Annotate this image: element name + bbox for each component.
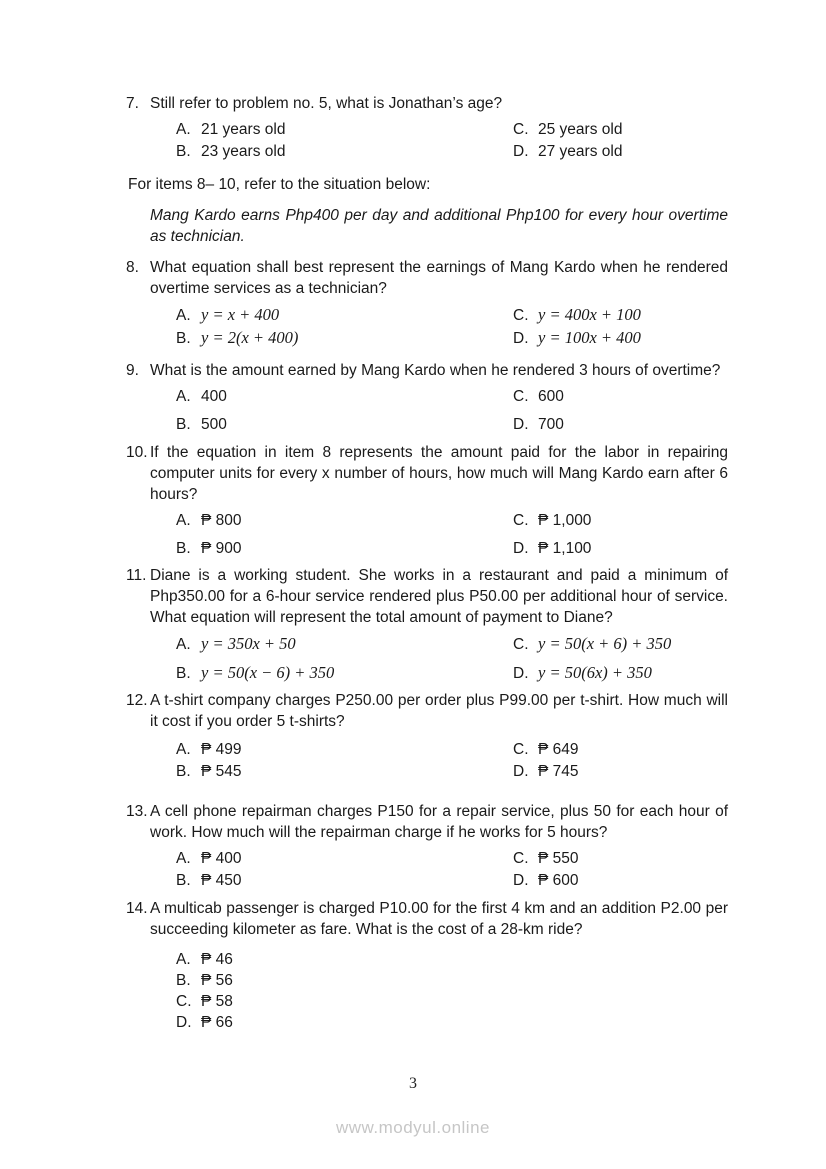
exam-content xyxy=(126,0,728,1033)
question-14 xyxy=(126,898,728,1033)
question-7-text: Still refer to problem no. 5, what is Jonathan’s age? xyxy=(150,95,503,112)
option-10b xyxy=(176,538,513,559)
option-equation: y = 350x + 50 xyxy=(201,634,296,653)
question-12-number: 12. xyxy=(126,692,148,709)
question-14-number: 14. xyxy=(126,900,148,917)
option-text: ₱ 600 xyxy=(538,872,579,889)
option-9d xyxy=(513,414,728,435)
option-7b xyxy=(176,141,513,162)
page-number: 3 xyxy=(409,1075,417,1092)
option-text: ₱ 649 xyxy=(538,741,579,758)
option-13c xyxy=(513,848,728,869)
option-12d xyxy=(513,761,728,782)
option-11b xyxy=(176,662,513,684)
option-letter: D. xyxy=(513,540,529,557)
option-letter: B. xyxy=(176,540,191,557)
option-letter: D. xyxy=(176,1014,192,1031)
question-13-number: 13. xyxy=(126,803,148,820)
option-letter: A. xyxy=(176,850,191,867)
question-12 xyxy=(126,690,728,782)
option-equation: y = 100x + 400 xyxy=(538,328,641,347)
option-letter: D. xyxy=(513,143,529,160)
option-7d xyxy=(513,141,728,162)
question-14-options xyxy=(176,949,728,1033)
option-letter: B. xyxy=(176,143,191,160)
question-8-options xyxy=(176,304,728,349)
question-12-text: A t-shirt company charges P250.00 per order plus P99.00 per t-shirt. How much will it cost if you order 5 t-shirts? xyxy=(150,692,728,730)
option-letter: A. xyxy=(176,388,191,405)
option-letter: B. xyxy=(176,665,191,682)
question-9-body xyxy=(150,360,728,435)
question-9-options xyxy=(176,386,728,435)
option-letter: D. xyxy=(513,665,529,682)
question-13 xyxy=(126,801,728,891)
option-text: 27 years old xyxy=(538,143,623,160)
question-12-body xyxy=(150,690,728,782)
option-13a xyxy=(176,848,513,869)
option-10d xyxy=(513,538,728,559)
option-12a xyxy=(176,739,513,760)
option-letter: B. xyxy=(176,763,191,780)
option-7c xyxy=(513,119,728,140)
question-7-body xyxy=(150,93,728,162)
question-11 xyxy=(126,565,728,684)
option-equation: y = 2(x + 400) xyxy=(201,328,299,347)
option-letter: C. xyxy=(513,307,529,324)
option-12b xyxy=(176,761,513,782)
option-letter: A. xyxy=(176,951,191,968)
option-equation: y = 50(x − 6) + 350 xyxy=(201,663,335,682)
question-11-options xyxy=(176,633,728,684)
option-letter: C. xyxy=(513,388,529,405)
option-letter: C. xyxy=(513,512,529,529)
question-11-number: 11. xyxy=(126,567,147,584)
option-8b xyxy=(176,327,513,349)
option-text: ₱ 58 xyxy=(201,993,233,1010)
option-letter: A. xyxy=(176,121,191,138)
option-13d xyxy=(513,870,728,891)
option-text: 23 years old xyxy=(201,143,286,160)
option-letter: B. xyxy=(176,416,191,433)
option-9b xyxy=(176,414,513,435)
question-10-text: If the equation in item 8 represents the amount paid for the labor in repairing computer units for every x number of hours, how much will Mang Kardo earn after 6 hours? xyxy=(150,444,728,503)
option-letter: B. xyxy=(176,330,191,347)
question-14-body xyxy=(150,898,728,1033)
watermark: www.modyul.online xyxy=(335,1118,490,1137)
question-10-options xyxy=(176,510,728,559)
option-text: ₱ 46 xyxy=(201,951,233,968)
option-11a xyxy=(176,633,513,655)
option-8c xyxy=(513,304,728,326)
option-13b xyxy=(176,870,513,891)
option-text: 21 years old xyxy=(201,121,286,138)
question-12-options xyxy=(176,739,728,782)
items-8-10-instruction: For items 8– 10, refer to the situation below: xyxy=(128,176,431,193)
question-10 xyxy=(126,442,728,559)
question-9 xyxy=(126,360,728,435)
option-text: 700 xyxy=(538,416,564,433)
question-7-options xyxy=(176,119,728,162)
option-9a xyxy=(176,386,513,407)
question-8 xyxy=(126,257,728,349)
option-11d xyxy=(513,662,728,684)
option-14b xyxy=(176,970,728,991)
option-text: ₱ 56 xyxy=(201,972,233,989)
option-letter: A. xyxy=(176,512,191,529)
question-14-text: A multicab passenger is charged P10.00 for the first 4 km and an addition P2.00 per succeeding kilometer as fare. What is the cost of a 28-km ride? xyxy=(150,900,728,938)
option-letter: D. xyxy=(513,763,529,780)
question-11-body xyxy=(150,565,728,684)
option-12c xyxy=(513,739,728,760)
question-9-number: 9. xyxy=(126,362,139,379)
question-7-number: 7. xyxy=(126,95,139,112)
option-letter: B. xyxy=(176,972,191,989)
option-text: ₱ 400 xyxy=(201,850,242,867)
question-13-options xyxy=(176,848,728,891)
option-letter: A. xyxy=(176,307,191,324)
option-letter: B. xyxy=(176,872,191,889)
situation-paragraph: Mang Kardo earns Php400 per day and additional Php100 for every hour overtime as technician. xyxy=(150,207,728,245)
option-letter: D. xyxy=(513,416,529,433)
question-9-text: What is the amount earned by Mang Kardo when he rendered 3 hours of overtime? xyxy=(150,362,721,379)
option-text: ₱ 800 xyxy=(201,512,242,529)
option-text: ₱ 450 xyxy=(201,872,242,889)
question-7 xyxy=(126,93,728,162)
option-text: 600 xyxy=(538,388,564,405)
option-text: ₱ 1,100 xyxy=(538,540,592,557)
option-11c xyxy=(513,633,728,655)
option-letter: C. xyxy=(513,636,529,653)
option-letter: A. xyxy=(176,741,191,758)
question-10-number: 10. xyxy=(126,444,148,461)
question-8-number: 8. xyxy=(126,259,139,276)
option-10a xyxy=(176,510,513,531)
option-letter: C. xyxy=(513,121,529,138)
question-11-text: Diane is a working student. She works in a restaurant and paid a minimum of Php350.00 for a 6-hour service rendered plus P50.00 per additional hour of service. What equation will represent the total amount of payment to Diane? xyxy=(150,567,728,626)
option-text: ₱ 900 xyxy=(201,540,242,557)
option-letter: C. xyxy=(513,741,529,758)
option-letter: A. xyxy=(176,636,191,653)
option-14c xyxy=(176,991,728,1012)
question-10-body xyxy=(150,442,728,559)
option-letter: C. xyxy=(176,993,192,1010)
option-equation: y = x + 400 xyxy=(201,305,280,324)
option-equation: y = 50(x + 6) + 350 xyxy=(538,634,672,653)
option-text: ₱ 745 xyxy=(538,763,579,780)
option-8a xyxy=(176,304,513,326)
option-equation: y = 400x + 100 xyxy=(538,305,641,324)
option-letter: C. xyxy=(513,850,529,867)
option-14d xyxy=(176,1012,728,1033)
option-text: 500 xyxy=(201,416,227,433)
question-8-text: What equation shall best represent the earnings of Mang Kardo when he rendered overtime services as a technician? xyxy=(150,259,728,297)
option-7a xyxy=(176,119,513,140)
option-10c xyxy=(513,510,728,531)
option-letter: D. xyxy=(513,330,529,347)
option-text: 400 xyxy=(201,388,227,405)
option-text: ₱ 1,000 xyxy=(538,512,592,529)
option-text: 25 years old xyxy=(538,121,623,138)
option-14a xyxy=(176,949,728,970)
question-8-body xyxy=(150,257,728,349)
option-9c xyxy=(513,386,728,407)
question-13-text: A cell phone repairman charges P150 for a repair service, plus 50 for each hour of work. How much will the repairman charge if he works for 5 hours? xyxy=(150,803,728,841)
option-letter: D. xyxy=(513,872,529,889)
question-13-body xyxy=(150,801,728,891)
option-text: ₱ 66 xyxy=(201,1014,233,1031)
option-text: ₱ 499 xyxy=(201,741,242,758)
option-8d xyxy=(513,327,728,349)
option-text: ₱ 550 xyxy=(538,850,579,867)
option-equation: y = 50(6x) + 350 xyxy=(538,663,652,682)
option-text: ₱ 545 xyxy=(201,763,242,780)
